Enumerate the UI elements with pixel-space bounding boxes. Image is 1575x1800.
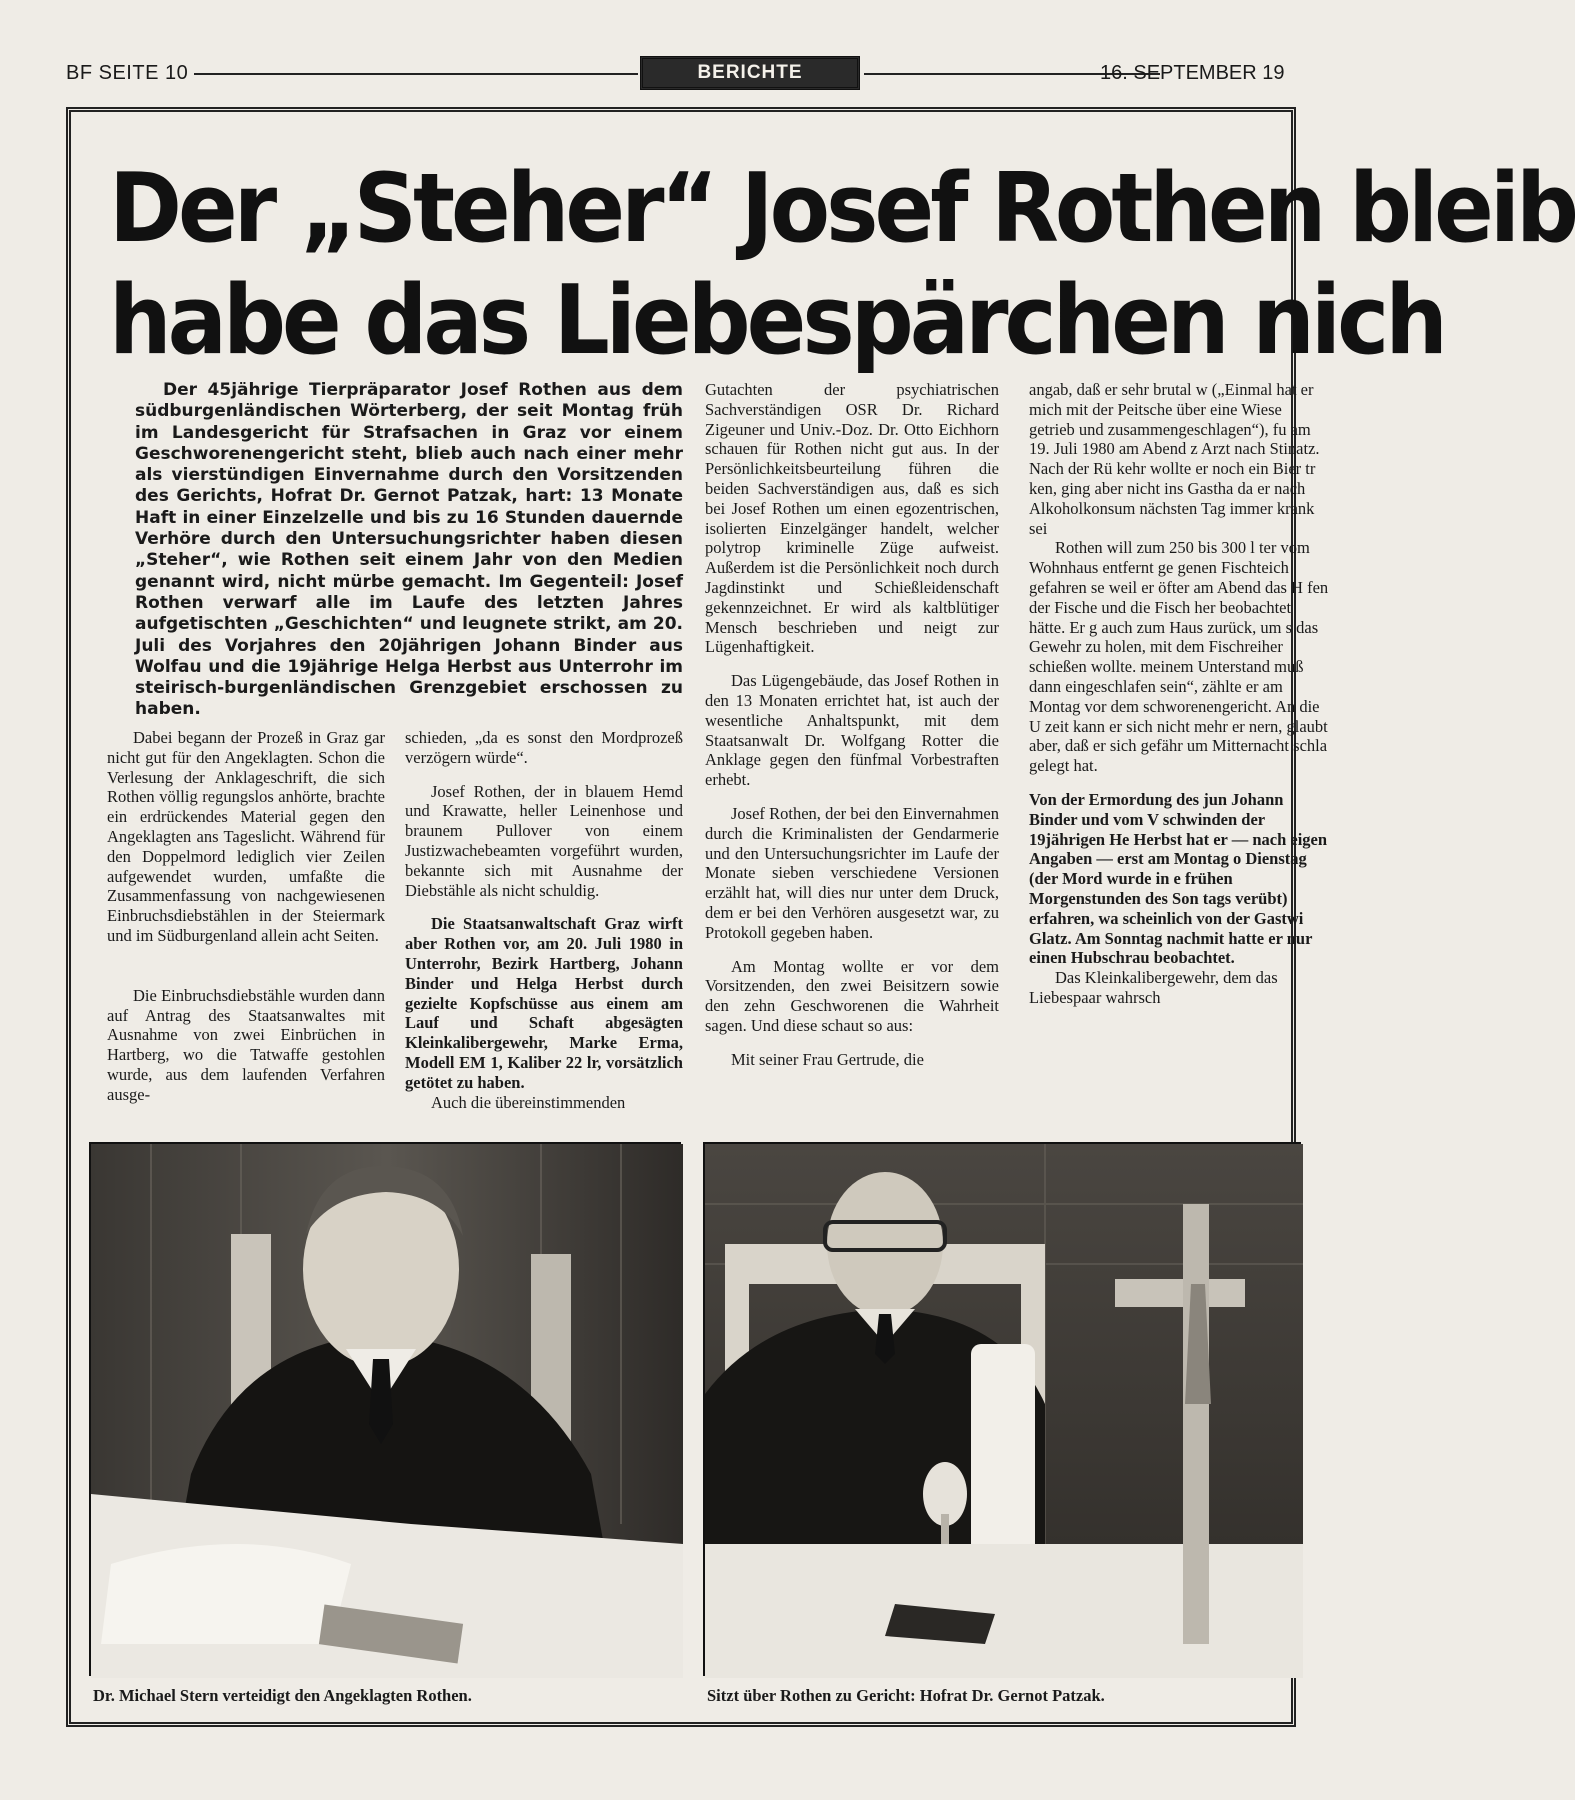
body-column-4: [1029, 380, 1329, 1008]
photo-judge-image: [705, 1144, 1303, 1678]
page-header: [66, 56, 1284, 92]
col4-paragraph-1: angab, daß er sehr brutal w („Einmal hat er mich mit der Peitsche über eine Wiese getrieb und zusammengeschlagen“), fu am 19. Juli 1980 am Abend z Arzt nach Stinatz. Nach der Rü kehr wollte er noch ein Bier tr ken, ging aber nicht ins Gastha da er nach Alkoholkonsum nächsten Tag immer krank sei: [1029, 380, 1320, 538]
body-column-3: [705, 380, 999, 1070]
section-label: BERICHTE: [640, 56, 860, 90]
caption-left: Dr. Michael Stern verteidigt den Angeklagten Rothen.: [93, 1686, 472, 1705]
headline: [109, 148, 1575, 376]
photo-judge: [703, 1142, 1301, 1676]
lead-paragraph: [135, 380, 683, 721]
photo-defense-attorney-image: [91, 1144, 683, 1678]
body-column-2: [405, 728, 683, 1112]
col4-paragraph-3: Von der Ermordung des jun Johann Binder und vom V schwinden der 19jährigen He Herbst hat er — nach eigen Angaben — erst am Montag o Dienstag (der Mord wurde in e frühen Morgenstunden des Son tags verübt) erfahren, wa scheinlich von der Gastwi Glatz. Am Sonntag nachmit hatte er nur einen Hubschrau beobachtet.: [1029, 789, 1328, 968]
lead-text: Der 45jährige Tierpräparator Josef Rothen aus dem südburgenländischen Wörterberg, der seit Montag früh im Landesgericht für Strafsachen in Graz vor einem Geschworenengericht steht, blieb auch nach einer mehr als vierstündigen Einvernahme durch den Vorsitzenden des Gerichts, Hofrat Dr. Gernot Patzak, hart: 13 Monate Haft in einer Einzelzelle und bis zu 16 Stunden dauernde Verhöre durch den Untersuchungsrichter haben diesen „Steher“, wie Rothen seit einem Jahr von den Medien genannt wird, nicht mürbe gemacht. Im Gegenteil: Josef Rothen verwarf alle im Laufe des letzten Jahres aufgetischten „Geschichten“ und leugnete strikt, am 20. Juli des Vorjahres den 20jährigen Johann Binder aus Wolfau und die 19jährige Helga Herbst aus Unterrohr im steirisch-burgenländischen Grenzgebiet erschossen zu haben.: [135, 380, 683, 720]
issue-date: 16. SEPTEMBER 19: [1100, 62, 1285, 84]
col2-paragraph-4: Auch die übereinstimmenden: [431, 1092, 626, 1112]
caption-right: Sitzt über Rothen zu Gericht: Hofrat Dr. Gernot Patzak.: [707, 1686, 1105, 1705]
col2-paragraph-3: Die Staatsanwaltschaft Graz wirft aber Rothen vor, am 20. Juli 1980 in Unterrohr, Bezirk Hartberg, Johann Binder und Helga Herbst durch gezielte Kopfschüsse aus einem am Lauf und Schaft abgesägten Kleinkalibergewehr, Marke Erma, Modell EM 1, Kaliber 22 lr, vorsätzlich getötet zu haben.: [405, 914, 683, 1092]
col1-paragraph-2: Die Einbruchsdiebstähle wurden dann auf Antrag des Staatsanwaltes mit Ausnahme von zwei Einbrüchen in Hartberg, wo die Tatwaffe gestohlen wurde, aus dem laufenden Verfahren ausge-: [107, 985, 385, 1104]
col4-paragraph-4: Das Kleinkalibergewehr, dem das Liebespaar wahrsch: [1029, 968, 1278, 1007]
headline-line-2: habe das Liebespärchen nich: [109, 264, 1444, 376]
photo-defense-attorney: [89, 1142, 681, 1676]
page-folio: BF SEITE 10: [66, 62, 189, 84]
col3-paragraph-5: Mit seiner Frau Gertrude, die: [731, 1049, 924, 1069]
col4-paragraph-2: Rothen will zum 250 bis 300 l ter vom Wohnhaus entfernt ge genen Fischteich gefahren se weil er öfter am Abend das H fen der Fische und die Fisch her beobachtet hätte. Er g auch zum Haus zurück, um s das Gewehr zu holen, mit dem Fischreiher schießen wollte. meinem Unterstand muß dann eingeschlafen sein“, zählte er am Montag vor dem schworenengericht. An die U zeit kann er sich nicht mehr er nern, glaubt aber, daß er sich gefähr um Mitternacht schla gelegt hat.: [1029, 538, 1329, 776]
col2-paragraph-1: schieden, „da es sonst den Mordprozeß verzögern würde“.: [405, 728, 683, 767]
body-column-1: [107, 728, 385, 1105]
headline-line-1: Der „Steher“ Josef Rothen bleib: [109, 152, 1575, 264]
col2-paragraph-2: Josef Rothen, der in blauem Hemd und Krawatte, heller Leinenhose und braunem Pullover von einem Justizwachebeamten vorgeführt wurden, bekannte sich mit Ausnahme der Diebstähle als nicht schuldig.: [405, 781, 683, 900]
col3-paragraph-4: Am Montag wollte er vor dem Vorsitzenden, den zwei Beisitzern sowie den zehn Geschworenen die Wahrheit sagen. Und diese schaut so aus:: [705, 956, 999, 1035]
header-rule-left: [194, 73, 638, 75]
col1-paragraph-1: Dabei begann der Prozeß in Graz gar nicht gut für den Angeklagten. Schon die Verlesung der Anklageschrift, die sich Rothen völlig regungslos anhörte, brachte ein erdrückendes Material gegen den Angeklagten ans Tageslicht. Während für den Doppelmord lediglich vier Zeilen aufgewendet wurden, umfaßte die Zusammenfassung von nachgewiesenen Einbruchsdiebstählen in der Steiermark und im Südburgenland allein acht Seiten.: [107, 728, 385, 945]
col3-paragraph-1: Gutachten der psychiatrischen Sachverständigen OSR Dr. Richard Zigeuner und Univ.-Doz. Dr. Otto Eichhorn schauen für Rothen nicht gut aus. In der Persönlichkeitsbeurteilung führen die beiden Sachverständigen aus, daß es sich bei Josef Rothen um einen egozentrischen, isolierten Einzelgänger handelt, welcher polytrop kriminelle Züge aufweist. Außerdem ist die Persönlichkeit noch durch Jagdinstinkt und Schießleidenschaft gekennzeichnet. Er wird als kaltblütiger Mensch beschrieben und neigt zur Lügenhaftigkeit.: [705, 380, 999, 657]
col3-paragraph-3: Josef Rothen, der bei den Einvernahmen durch die Kriminalisten der Gendarmerie und den Untersuchungsrichter im Laufe der Monate sieben verschiedene Versionen erzählt hat, will dies nur unter dem Druck, dem er bei den Verhören ausgesetzt war, zu Protokoll gegeben haben.: [705, 803, 999, 942]
col3-paragraph-2: Das Lügengebäude, das Josef Rothen in den 13 Monaten errichtet hat, ist auch der wesentliche Anhaltspunkt, mit dem Staatsanwalt Dr. Wolfgang Rotter die Anklage gegen den fünfmal Vorbestraften erhebt.: [705, 671, 999, 790]
article-frame: [66, 107, 1575, 1727]
